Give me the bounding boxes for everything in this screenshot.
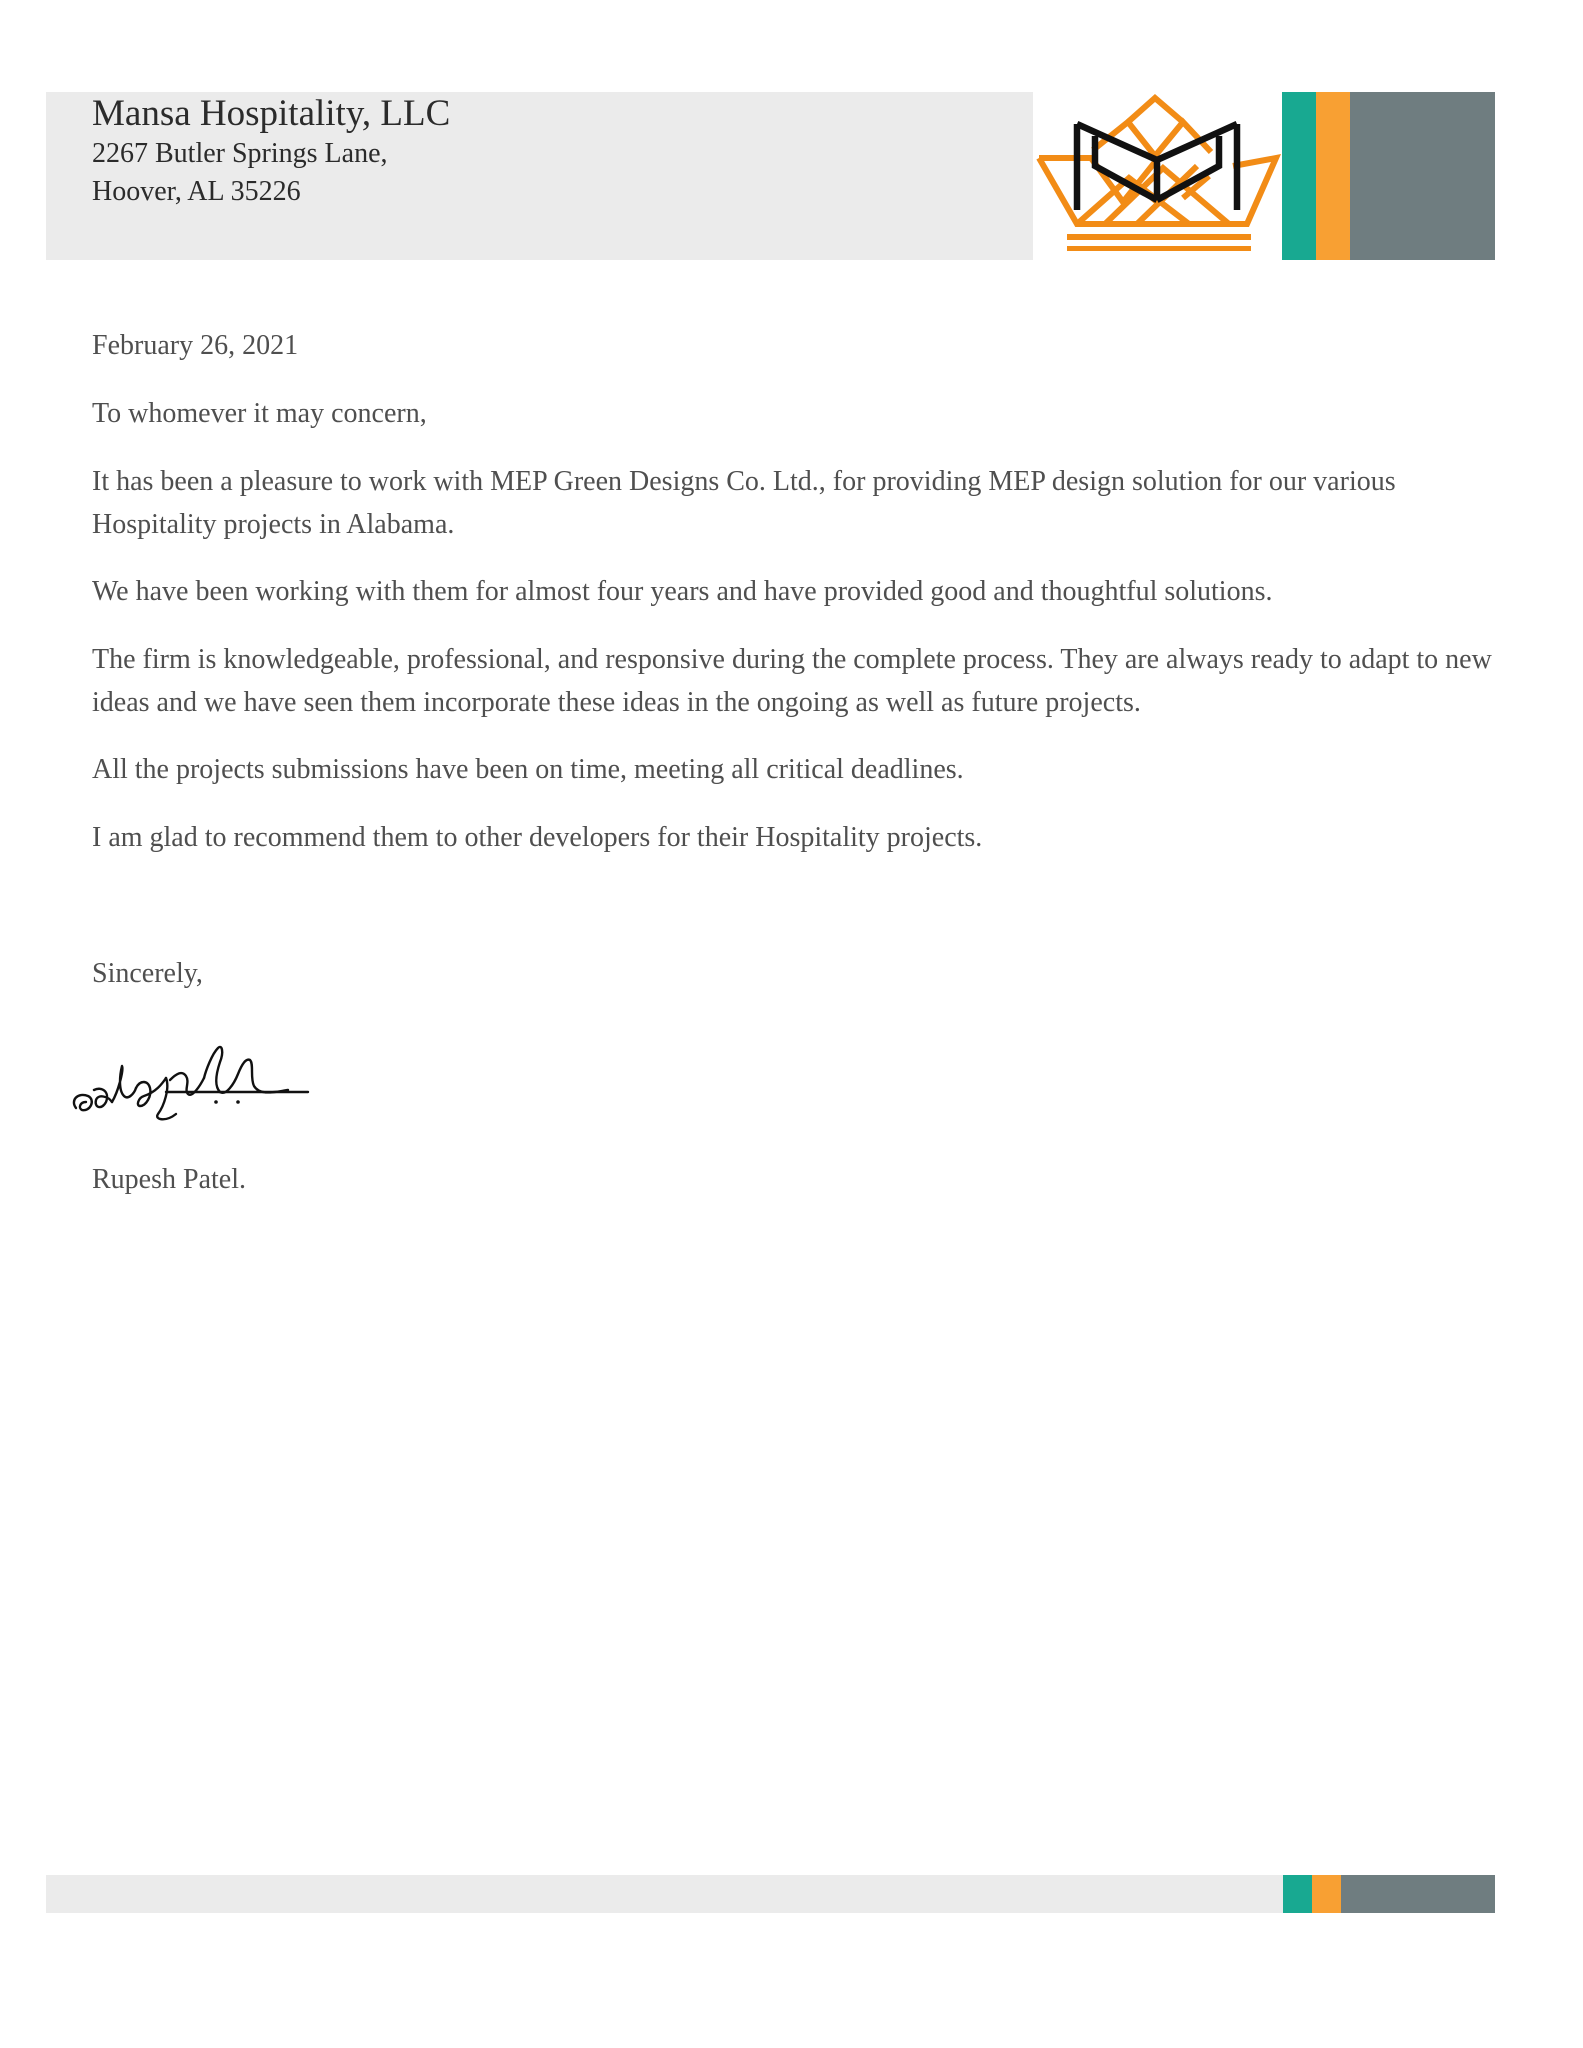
letter-date: February 26, 2021 — [92, 330, 299, 361]
crown-logo-icon — [1033, 92, 1282, 260]
company-name: Mansa Hospitality, LLC — [92, 93, 451, 134]
paragraph-3: The firm is knowledgeable, professional, and responsive during the complete process. They are always ready to adapt to new ideas and we have seen them incorporate these ideas in the ongoing as well as future projects. — [92, 644, 1492, 718]
footer-stripe-orange — [1312, 1875, 1341, 1913]
handwritten-signature — [66, 1030, 316, 1140]
paragraph-5: I am glad to recommend them to other developers for their Hospitality projects. — [92, 822, 983, 853]
accent-stripe-teal — [1282, 92, 1316, 260]
address-line-2: Hoover, AL 35226 — [92, 176, 301, 207]
paragraph-1: It has been a pleasure to work with MEP Green Designs Co. Ltd., for providing MEP design solution for our various Hospitality projects in Alabama. — [92, 466, 1396, 540]
footer-stripe-teal — [1283, 1875, 1312, 1913]
accent-stripe-orange — [1316, 92, 1350, 260]
paragraph-4: All the projects submissions have been on time, meeting all critical deadlines. — [92, 754, 964, 785]
signer-name: Rupesh Patel. — [92, 1164, 246, 1195]
company-logo — [1033, 92, 1282, 260]
closing: Sincerely, — [92, 958, 203, 989]
paragraph-2: We have been working with them for almost four years and have provided good and thoughtful solutions. — [92, 576, 1273, 607]
accent-stripe-slate — [1350, 92, 1495, 260]
footer-stripe-slate — [1341, 1875, 1495, 1913]
salutation: To whomever it may concern, — [92, 398, 427, 429]
address-line-1: 2267 Butler Springs Lane, — [92, 138, 388, 169]
footer-band — [46, 1875, 1283, 1913]
